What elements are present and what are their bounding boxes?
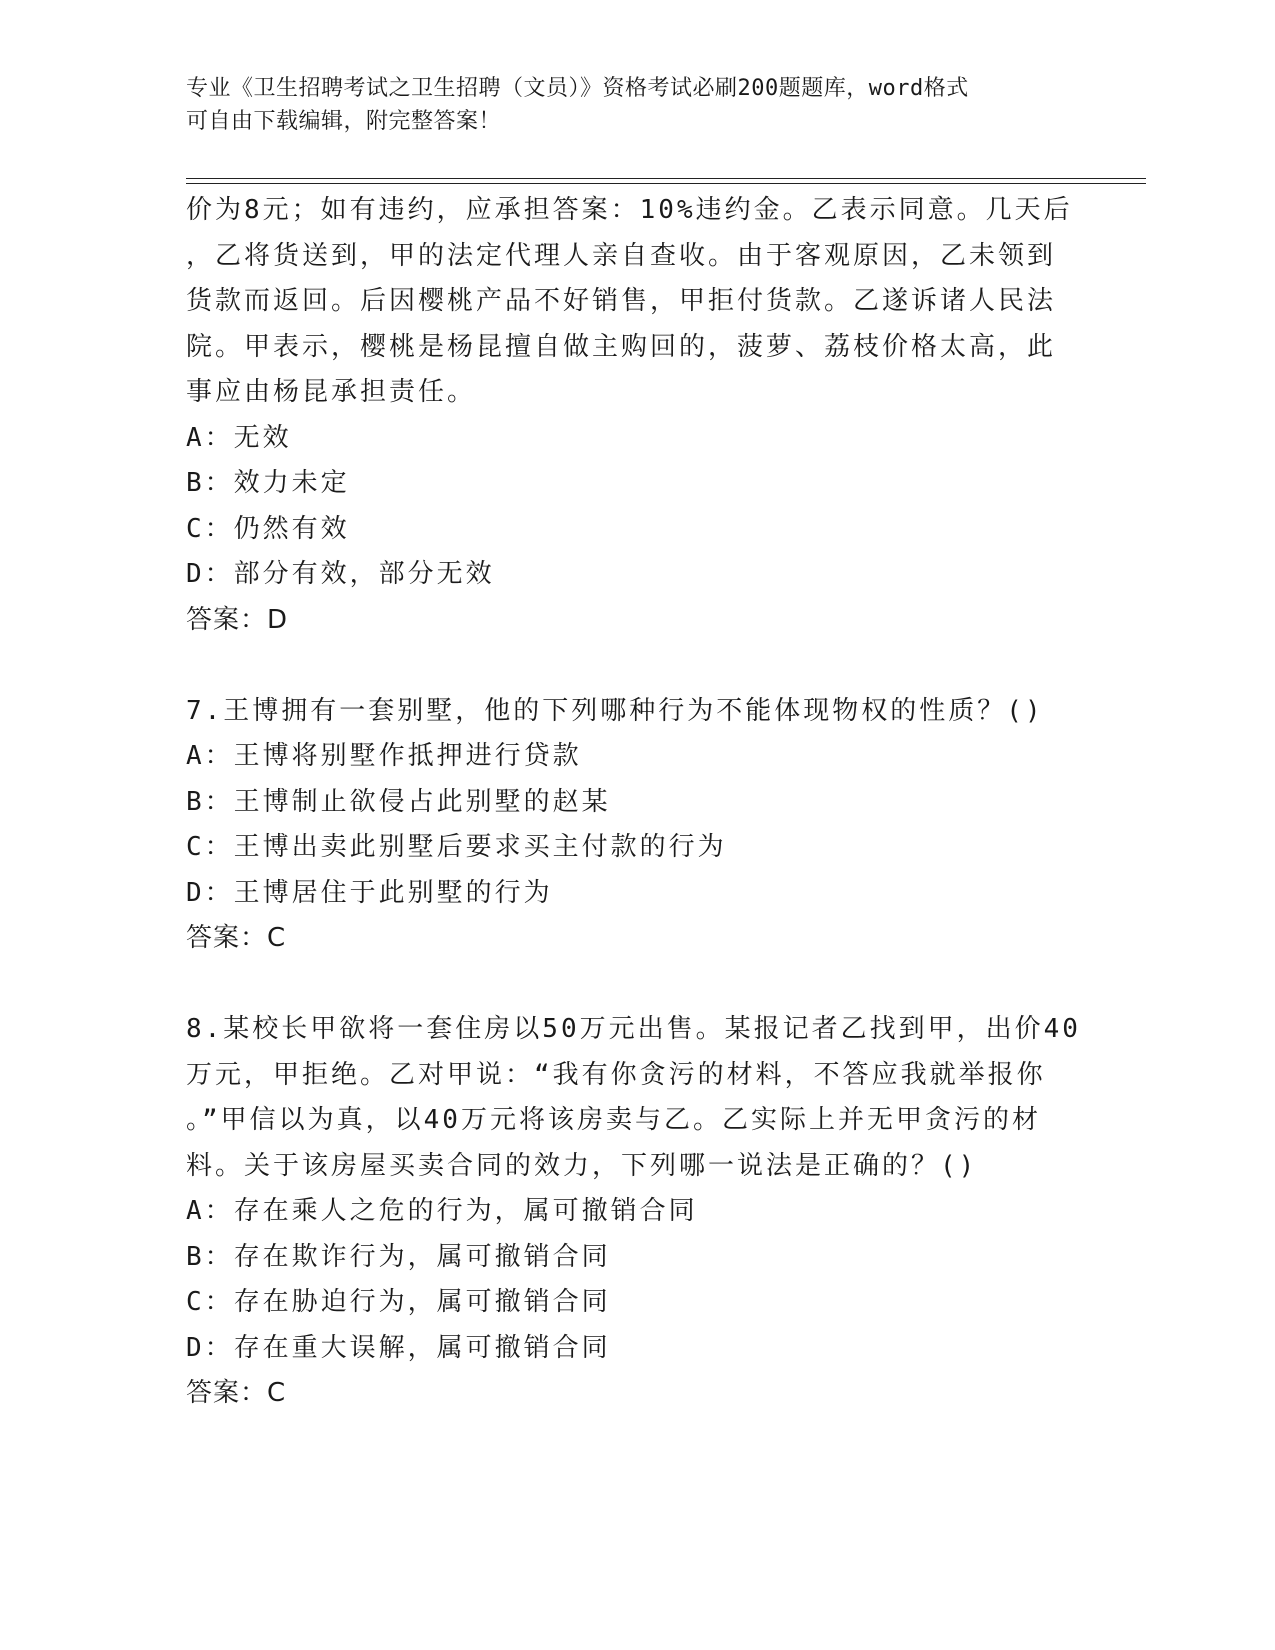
- document-header: [186, 72, 1066, 138]
- question-content: [186, 188, 1086, 1417]
- header-divider-bottom: [186, 183, 1146, 184]
- question-text-line: 8.某校长甲欲将一套住房以50万元出售。某报记者乙找到甲，出价40: [186, 1014, 1081, 1044]
- option-b: B：存在欺诈行为，属可撤销合同: [186, 1241, 611, 1272]
- option-a: A：王博将别墅作抵押进行贷款: [186, 741, 582, 771]
- question-text-line: 价为8元；如有违约，应承担答案：10%违约金。乙表示同意。几天后: [186, 195, 1073, 225]
- option-d: D：存在重大误解，属可撤销合同: [186, 1332, 611, 1363]
- question-text-line: 院。甲表示，樱桃是杨昆擅自做主购回的，菠萝、荔枝价格太高，此: [186, 331, 1057, 362]
- answer-line: 答案：C: [186, 1378, 287, 1408]
- option-c: C：王博出卖此别墅后要求买主付款的行为: [186, 832, 727, 862]
- option-a: A：存在乘人之危的行为，属可撤销合同: [186, 1196, 698, 1226]
- question-text-line: 。”甲信以为真，以40万元将该房卖与乙。乙实际上并无甲贪污的材: [186, 1105, 1041, 1135]
- option-c: C：仍然有效: [186, 513, 350, 544]
- header-divider-top: [186, 178, 1146, 179]
- header-title-line1: 专业《卫生招聘考试之卫生招聘（文员）》资格考试必刷200题题库，word格式: [186, 76, 969, 101]
- question-text-line: ，乙将货送到，甲的法定代理人亲自查收。由于客观原因，乙未领到: [186, 240, 1057, 271]
- question-spacer: [186, 643, 1086, 689]
- question-text-line: 事应由杨昆承担责任。: [186, 377, 477, 407]
- header-title-line2: 可自由下载编辑，附完整答案！: [186, 109, 502, 134]
- question-6: [186, 188, 1086, 643]
- option-d: D：王博居住于此别墅的行为: [186, 877, 553, 908]
- question-text-line: 7.王博拥有一套别墅，他的下列哪种行为不能体现物权的性质？(): [186, 695, 1044, 726]
- question-text-line: 万元，甲拒绝。乙对甲说：“我有你贪污的材料，不答应我就举报你: [186, 1059, 1046, 1090]
- answer-line: 答案：C: [186, 923, 287, 953]
- option-c: C：存在胁迫行为，属可撤销合同: [186, 1287, 611, 1317]
- question-7: [186, 689, 1086, 962]
- option-d: D：部分有效，部分无效: [186, 559, 495, 589]
- question-text-line: 货款而返回。后因樱桃产品不好销售，甲拒付货款。乙遂诉诸人民法: [186, 286, 1057, 316]
- option-b: B：效力未定: [186, 468, 350, 498]
- answer-line: 答案：D: [186, 604, 289, 635]
- question-8: [186, 1007, 1086, 1417]
- option-a: A：无效: [186, 422, 292, 453]
- question-text-line: 料。关于该房屋买卖合同的效力，下列哪一说法是正确的？(): [186, 1150, 978, 1181]
- option-b: B：王博制止欲侵占此别墅的赵某: [186, 786, 611, 817]
- question-spacer: [186, 962, 1086, 1008]
